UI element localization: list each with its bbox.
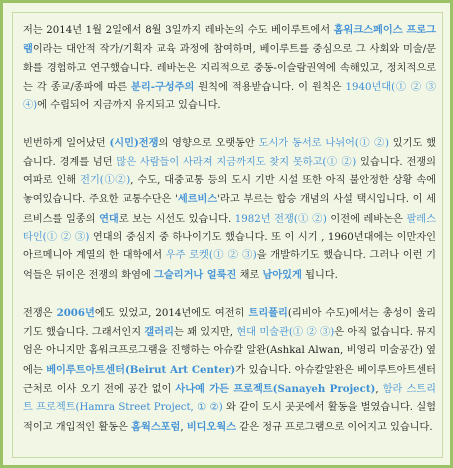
inline-link[interactable]: 트리폴리 xyxy=(248,306,288,319)
text-run: 연대의 중심지 중 하나이기도 했습니다. 또 이 시기 , 1960년대에는 이만자인 아르메니아 계열의 한 대학에서 xyxy=(23,231,437,262)
inline-link[interactable]: 분리-구성주의 xyxy=(131,80,195,93)
inline-link[interactable]: 우주 로켓(① ② ③) xyxy=(165,250,257,262)
text-run: 에도 있었고, 2014년에도 여전히 xyxy=(94,307,249,319)
text-run: 는 꽤 있지만, xyxy=(173,327,237,339)
text-run: 빈번하게 일어났던 xyxy=(23,138,110,150)
inline-link[interactable]: 남아있게 xyxy=(262,268,302,281)
inline-link[interactable]: 1982년 전쟁(① ②) xyxy=(234,213,327,225)
text-run: , xyxy=(375,384,383,396)
inline-link[interactable]: 그슬리거나 얼룩진 xyxy=(154,268,237,281)
inline-link[interactable]: 홈웍스포럼 xyxy=(131,420,181,433)
text-run: 저는 2014년 1월 2일에서 8월 3일까지 레바논의 수도 베이루트에서 xyxy=(23,25,334,36)
inline-link[interactable]: 베이루트아트센터(Beirut Art Center) xyxy=(46,363,236,376)
text-run: 와 같이 도시 곳곳에서 활동을 벌였습니다. 실험적이고 개입적인 활동은 xyxy=(23,402,436,433)
inline-link[interactable]: 사나예 가든 프로젝트(Sanayeh Project) xyxy=(175,383,376,396)
text-run: 은 아직 없습니다. 뮤지엄은 아니지만 홈워크프로그램을 진행하는 아슈칼 알완(Ashkal Alwan, 비영리 미술공간) 옆에는 xyxy=(23,327,436,376)
text-run: '라고 부르는 합승 개념의 사설 택시입니다. 이 세르비스를 일종의 xyxy=(23,194,437,225)
article-body xyxy=(23,21,436,437)
inline-link[interactable]: 많은 사람들이 사라져 지금까지도 찾지 못하고(① ②) xyxy=(116,156,357,168)
inline-link[interactable]: 비디오웍스 xyxy=(186,420,237,433)
text-run: 있기도 했습니다. 경계를 넘던 xyxy=(23,138,436,168)
inline-link[interactable]: 팔레스타인(① ② ③) xyxy=(23,213,436,243)
text-run: 가 있습니다. 아슈칼알완은 베이루트아트센터 근처로 이사 오기 전에 공간 없이 xyxy=(23,364,437,396)
text-run: 에 수립되어 지금까지 유지되고 있습니다. xyxy=(37,100,221,112)
inline-link[interactable]: 갤러리 xyxy=(144,326,174,339)
inline-link[interactable]: (시민)전쟁 xyxy=(109,137,159,150)
text-run: 같은 정규 프로그램으로 이어지고 있습니다. xyxy=(236,421,433,433)
text-run: 을 개발하기도 했습니다. 그러나 이런 기억들은 뒤이은 전쟁의 화염에 xyxy=(23,250,437,281)
inline-link[interactable]: 2006년 xyxy=(56,306,95,319)
text-run: (리비아 수도)에서는 총성이 울리기도 했습니다. 그래서인지 xyxy=(23,307,437,339)
text-run: 원칙에 적용받습니다. 이 원칙은 xyxy=(194,81,346,93)
paragraph-1 xyxy=(23,21,436,115)
paragraph-2 xyxy=(23,134,436,284)
inline-link[interactable]: 현대 미술관(① ② ③) xyxy=(236,327,335,339)
paragraph-3 xyxy=(23,304,436,437)
text-run: 이라는 대안적 작가/기획자 교육 과정에 참여하며, 베이루트를 중심으로 그 사회와 미술/문화를 경험하고 연구했습니다. 레바논은 지리적으로 중동-이슬람권역에 속해있고, 정치적으로는 각 종교/종파에 따른 xyxy=(23,44,436,93)
inline-link[interactable]: 1940년대(① ② ③ ④) xyxy=(23,81,436,112)
text-run: 있습니다. 전쟁의 여파로 인해 xyxy=(23,156,436,187)
text-run: , xyxy=(180,421,187,433)
text-run: 채로 xyxy=(236,269,263,281)
text-run: 이전에 레바논은 xyxy=(326,213,407,225)
text-run: 전쟁은 xyxy=(23,307,57,319)
inline-link[interactable]: 도시가 동서로 나뉘어(① ②) xyxy=(258,138,389,150)
text-run: 로 보는 시선도 있습니다. xyxy=(118,213,235,225)
inline-link[interactable]: 홈워크스페이스 프로그램 xyxy=(23,24,436,56)
inline-link[interactable]: 함라 스트리트 프로젝트(Hamra Street Project, ① ②) xyxy=(23,384,436,414)
text-run: 됩니다. xyxy=(301,269,338,281)
text-run: 의 영향으로 오랫동안 xyxy=(158,138,259,150)
inline-link[interactable]: 전기(①②) xyxy=(80,175,131,187)
text-run: , 수도, 대중교통 등의 도시 기반 시설 또한 아직 불안정한 상황 속에 놓여있습니다. 주요한 교통수단은 ' xyxy=(23,175,437,206)
inline-link[interactable]: 세르비스 xyxy=(177,193,218,206)
inline-link[interactable]: 연대 xyxy=(99,212,119,225)
